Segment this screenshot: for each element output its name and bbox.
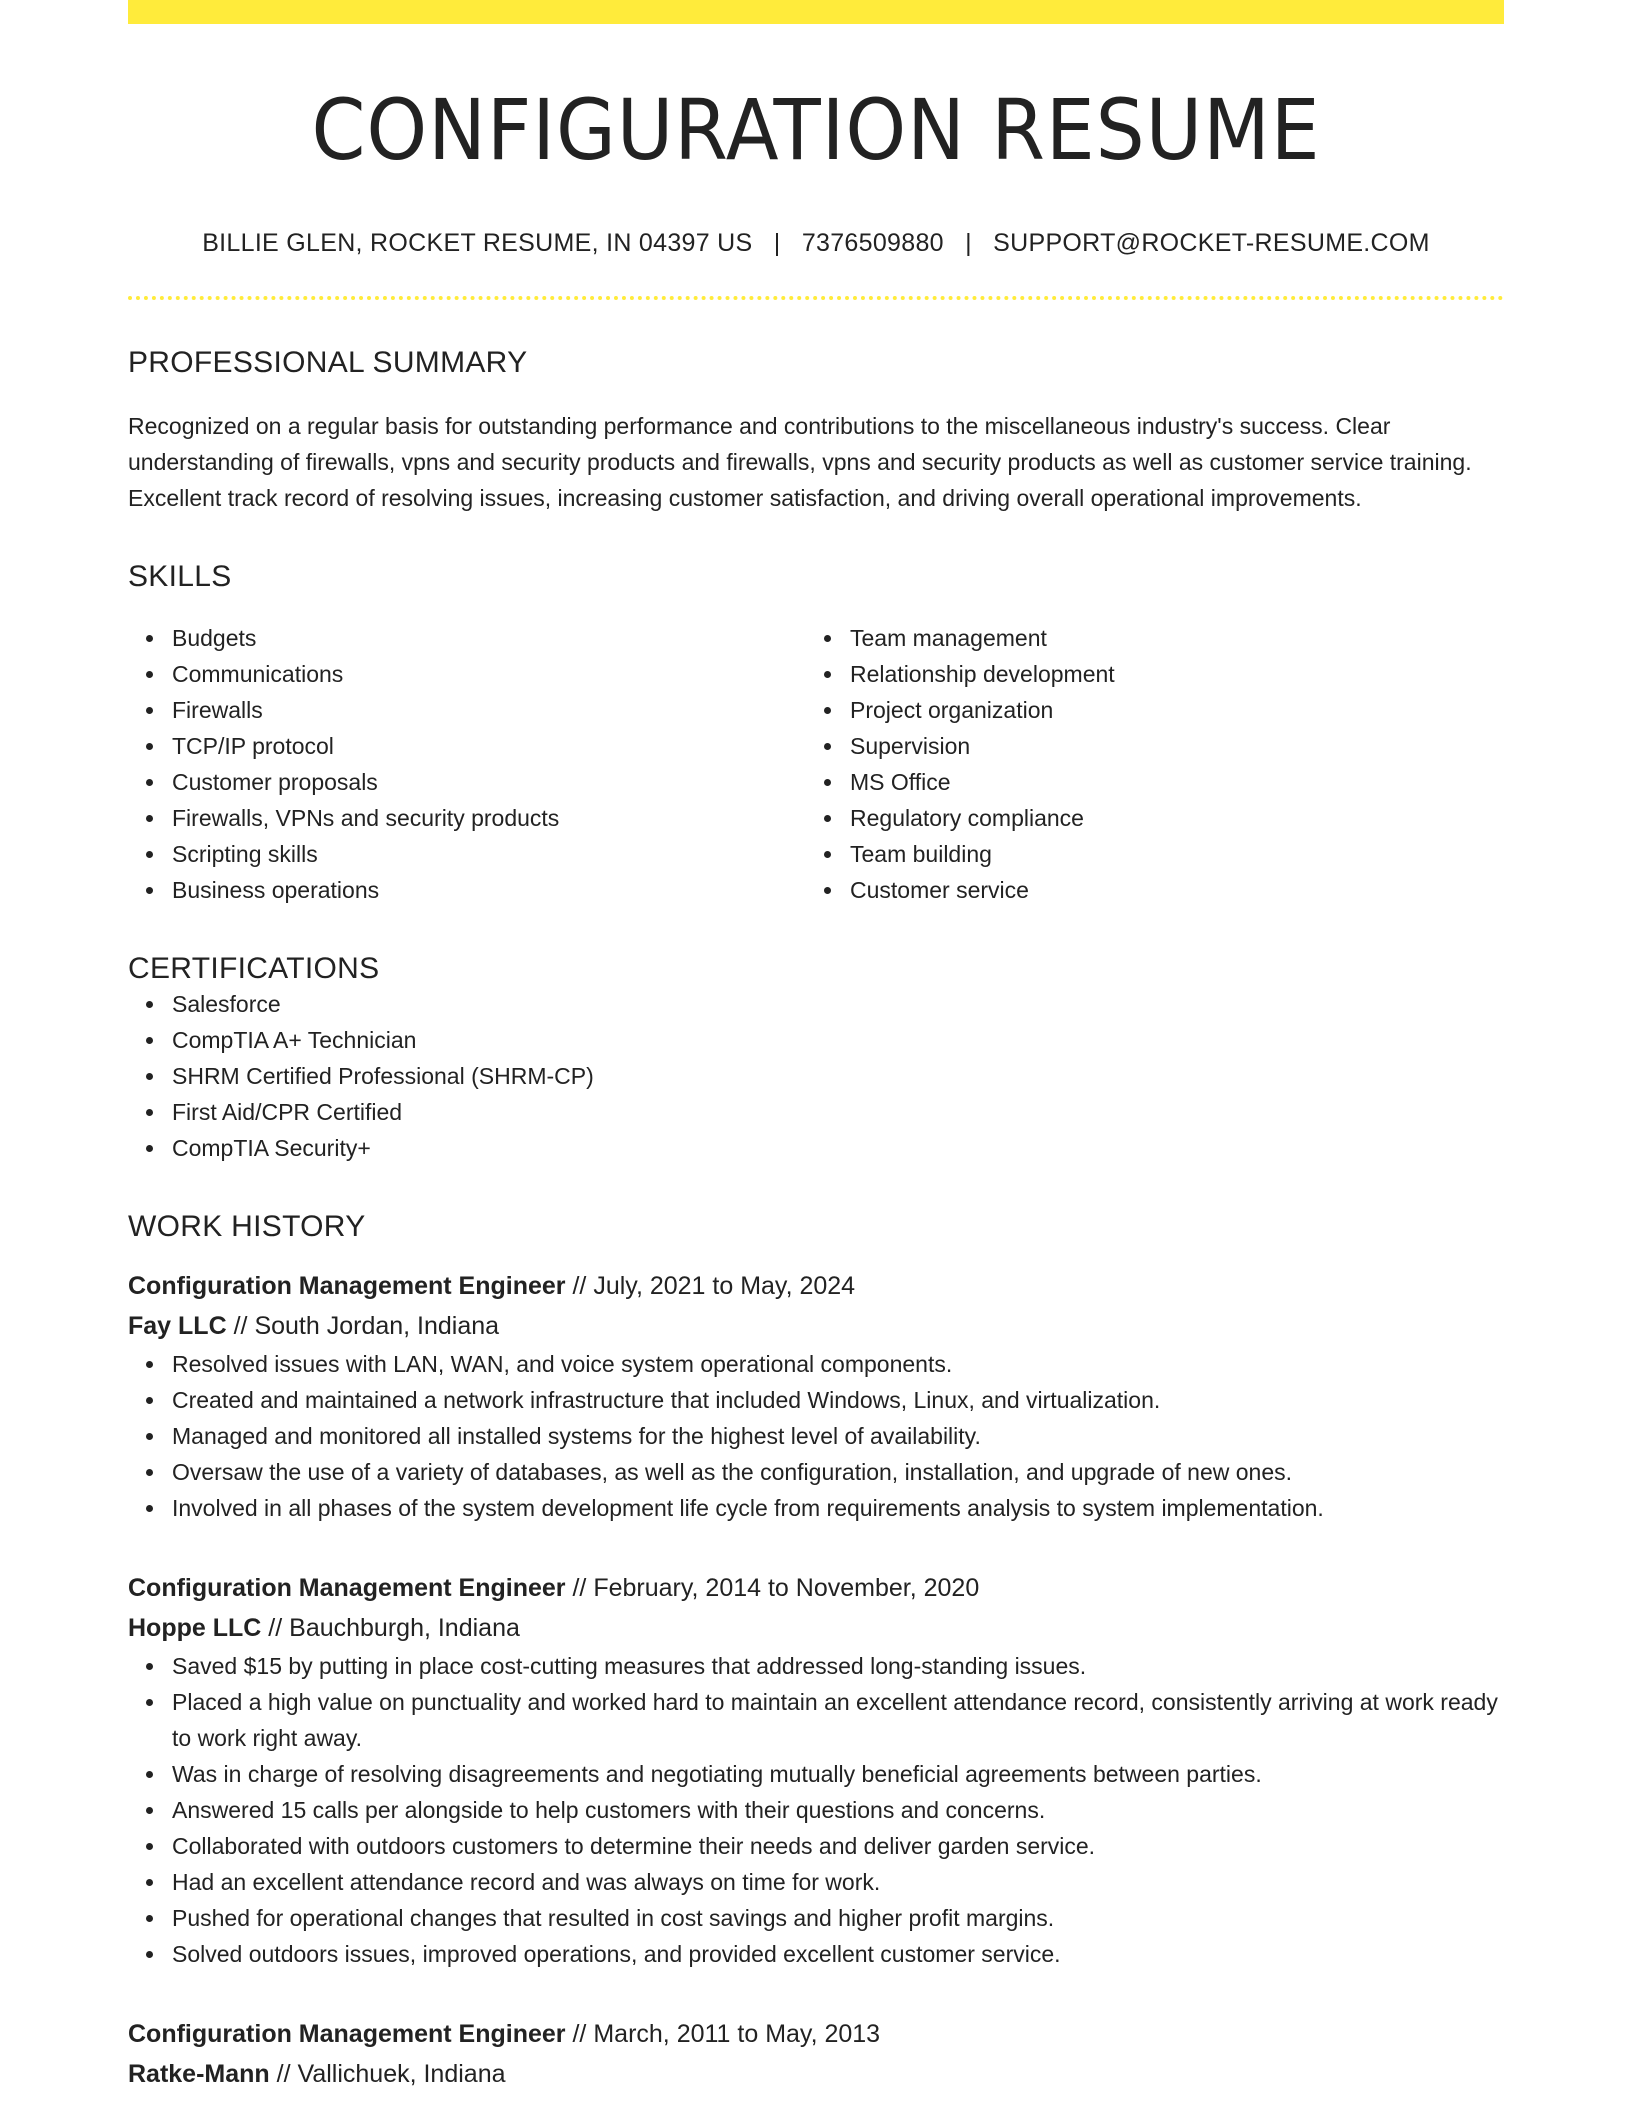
resume-title: CONFIGURATION RESUME bbox=[311, 81, 1321, 179]
job-company: Hoppe LLC bbox=[128, 1613, 262, 1642]
skills-grid bbox=[128, 620, 1504, 908]
skills-list-right bbox=[806, 620, 1484, 908]
job-company-line bbox=[128, 2054, 1504, 2094]
contact-email: SUPPORT@ROCKET-RESUME.COM bbox=[993, 228, 1430, 257]
job-bullet: Resolved issues with LAN, WAN, and voice system operational components. bbox=[172, 1346, 1504, 1382]
skill-item: Regulatory compliance bbox=[850, 800, 1484, 836]
job-bullet: Saved $15 by putting in place cost-cutting measures that addressed long-standing issues. bbox=[172, 1648, 1504, 1684]
job-company-line bbox=[128, 1608, 1504, 1648]
job-title-line bbox=[128, 1266, 1504, 1306]
skill-item: Budgets bbox=[172, 620, 806, 656]
job-bullet: Answered 15 calls per alongside to help customers with their questions and concerns. bbox=[172, 1792, 1504, 1828]
job-bullet: Oversaw the use of a variety of databases, as well as the configuration, installation, and upgrade of new ones. bbox=[172, 1454, 1504, 1490]
skill-item: Scripting skills bbox=[172, 836, 806, 872]
skill-item: MS Office bbox=[850, 764, 1484, 800]
job-entry bbox=[128, 2014, 1504, 2094]
job-location: Bauchburgh, Indiana bbox=[289, 1613, 520, 1642]
certification-item: SHRM Certified Professional (SHRM-CP) bbox=[172, 1058, 1504, 1094]
job-bullets bbox=[128, 1346, 1504, 1526]
skill-item: Team building bbox=[850, 836, 1484, 872]
certifications-list bbox=[128, 986, 1504, 1166]
skill-item: Firewalls bbox=[172, 692, 806, 728]
job-bullet: Had an excellent attendance record and was always on time for work. bbox=[172, 1864, 1504, 1900]
job-bullet: Managed and monitored all installed systems for the highest level of availability. bbox=[172, 1418, 1504, 1454]
job-separator: // bbox=[276, 2059, 291, 2088]
certifications-heading: CERTIFICATIONS bbox=[128, 951, 380, 985]
job-separator: // bbox=[572, 1271, 587, 1300]
contact-line bbox=[128, 229, 1504, 258]
contact-separator: | bbox=[773, 228, 781, 257]
job-separator: // bbox=[572, 2019, 587, 2048]
job-bullet: Placed a high value on punctuality and worked hard to maintain an excellent attendance record, consistently arriving at work ready to work right away. bbox=[172, 1684, 1504, 1756]
summary-text: Recognized on a regular basis for outstanding performance and contributions to the miscellaneous industry's success. Clear understanding of firewalls, vpns and security products and firewalls, vpns and security products as well as customer service training. Excellent track record of resolving issues, increasing customer satisfaction, and driving overall operational improvements. bbox=[128, 412, 1472, 511]
certification-item: First Aid/CPR Certified bbox=[172, 1094, 1504, 1130]
job-location: South Jordan, Indiana bbox=[254, 1311, 500, 1340]
skill-item: Customer proposals bbox=[172, 764, 806, 800]
skills-column-left bbox=[128, 620, 806, 908]
job-dates: February, 2014 to November, 2020 bbox=[593, 1573, 980, 1602]
contact-address: BILLIE GLEN, ROCKET RESUME, IN 04397 US bbox=[202, 228, 753, 257]
skill-item: Communications bbox=[172, 656, 806, 692]
job-role: Configuration Management Engineer bbox=[128, 1573, 566, 1602]
job-title-line bbox=[128, 2014, 1504, 2054]
job-separator: // bbox=[572, 1573, 587, 1602]
skill-item: Project organization bbox=[850, 692, 1484, 728]
job-company: Fay LLC bbox=[128, 1311, 227, 1340]
job-bullet: Involved in all phases of the system development life cycle from requirements analysis to system implementation. bbox=[172, 1490, 1504, 1526]
skill-item: Business operations bbox=[172, 872, 806, 908]
job-bullet: Pushed for operational changes that resulted in cost savings and higher profit margins. bbox=[172, 1900, 1504, 1936]
skill-item: Relationship development bbox=[850, 656, 1484, 692]
job-dates: March, 2011 to May, 2013 bbox=[593, 2019, 881, 2048]
job-bullets bbox=[128, 1648, 1504, 1972]
certification-item: CompTIA A+ Technician bbox=[172, 1022, 1504, 1058]
job-separator: // bbox=[268, 1613, 283, 1642]
skill-item: TCP/IP protocol bbox=[172, 728, 806, 764]
certification-item: Salesforce bbox=[172, 986, 1504, 1022]
job-entry bbox=[128, 1266, 1504, 1526]
certification-item: CompTIA Security+ bbox=[172, 1130, 1504, 1166]
contact-separator: | bbox=[965, 228, 972, 257]
job-bullet: Collaborated with outdoors customers to determine their needs and deliver garden service. bbox=[172, 1828, 1504, 1864]
top-accent-bar bbox=[128, 0, 1504, 24]
skills-column-right bbox=[806, 620, 1484, 908]
job-bullet: Was in charge of resolving disagreements and negotiating mutually beneficial agreements between parties. bbox=[172, 1756, 1504, 1792]
dotted-divider bbox=[128, 296, 1504, 300]
skill-item: Customer service bbox=[850, 872, 1484, 908]
resume-page bbox=[128, 0, 1504, 2094]
job-bullet: Solved outdoors issues, improved operations, and provided excellent customer service. bbox=[172, 1936, 1504, 1972]
summary-heading: PROFESSIONAL SUMMARY bbox=[128, 345, 528, 379]
skill-item: Team management bbox=[850, 620, 1484, 656]
skill-item: Firewalls, VPNs and security products bbox=[172, 800, 806, 836]
job-company: Ratke-Mann bbox=[128, 2059, 270, 2088]
job-title-line bbox=[128, 1568, 1504, 1608]
work-history-list bbox=[128, 1266, 1504, 2094]
job-entry bbox=[128, 1568, 1504, 1972]
skill-item: Supervision bbox=[850, 728, 1484, 764]
job-location: Vallichuek, Indiana bbox=[297, 2059, 506, 2088]
work-history-heading: WORK HISTORY bbox=[128, 1209, 366, 1243]
contact-phone: 7376509880 bbox=[801, 228, 944, 257]
job-role: Configuration Management Engineer bbox=[128, 1271, 566, 1300]
job-bullet: Created and maintained a network infrastructure that included Windows, Linux, and virtualization. bbox=[172, 1382, 1504, 1418]
job-separator: // bbox=[233, 1311, 248, 1340]
job-dates: July, 2021 to May, 2024 bbox=[593, 1271, 856, 1300]
job-company-line bbox=[128, 1306, 1504, 1346]
skills-heading: SKILLS bbox=[128, 559, 232, 593]
job-role: Configuration Management Engineer bbox=[128, 2019, 566, 2048]
skills-list-left bbox=[128, 620, 806, 908]
